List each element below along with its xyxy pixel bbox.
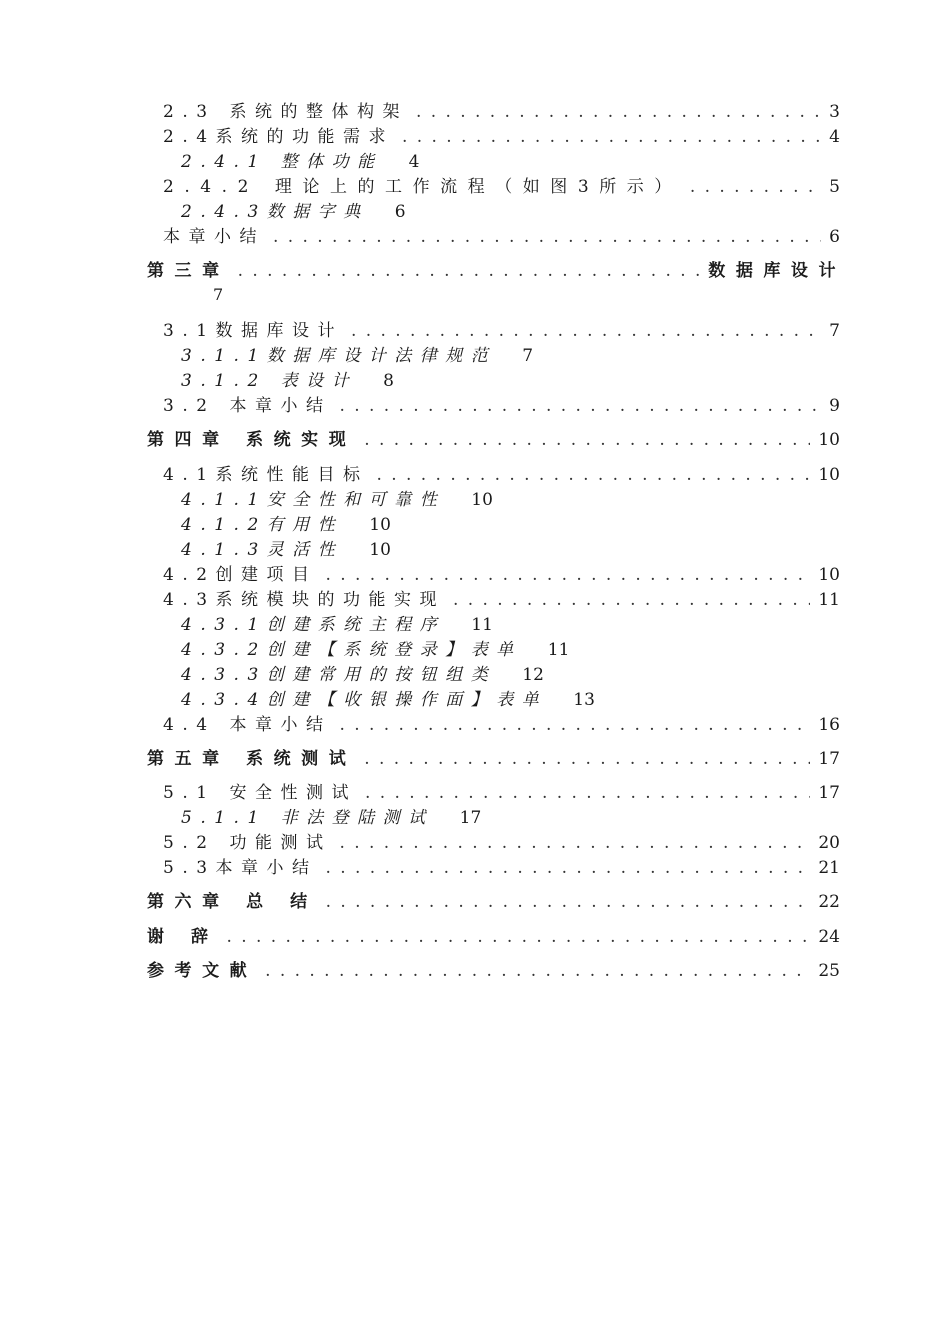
toc-entry-title: 4.3.1创建系统主程序 [181, 615, 446, 635]
toc-entry-title: 3.1.2 表设计 [181, 371, 358, 391]
toc-entry-page: 10 [369, 540, 391, 560]
toc-entry-title: 5.2 功能测试 [163, 833, 332, 853]
toc-entry [181, 487, 493, 513]
toc-chapter-page: 22 [818, 892, 840, 912]
toc-entry [181, 662, 544, 688]
toc-entry-page: 4 [829, 127, 840, 147]
toc-leader-dots [238, 258, 701, 284]
toc-leader-dots [326, 889, 810, 915]
toc-chapter [147, 427, 840, 453]
toc-entry-page: 11 [471, 615, 493, 635]
toc-leader-dots [453, 587, 810, 613]
toc-entry-title: 4.1.3灵活性 [181, 540, 344, 560]
toc-entry-page: 4 [408, 152, 420, 172]
toc-entry [181, 199, 406, 225]
toc-entry-page: 12 [522, 665, 544, 685]
toc-chapter-title: 谢 辞 [147, 927, 219, 947]
toc-chapter-page: 25 [818, 961, 840, 981]
toc-chapter [147, 746, 840, 772]
toc-entry [163, 712, 840, 738]
toc-chapter-label: 第三章 [147, 261, 230, 281]
toc-chapter-title: 参考文献 [147, 961, 258, 981]
toc-entry-page: 10 [471, 490, 493, 510]
toc-entry-title: 4.3系统模块的功能实现 [163, 590, 446, 610]
toc-entry-title: 3.1.1数据库设计法律规范 [181, 346, 497, 366]
toc-chapter [147, 924, 840, 950]
toc-entry [181, 368, 394, 394]
toc-entry-title: 4.1系统性能目标 [163, 465, 369, 485]
toc-entry-title: 4.3.2创建【系统登录】表单 [181, 640, 522, 660]
toc-leader-dots [326, 855, 811, 881]
toc-entry [163, 318, 840, 344]
toc-chapter-title: 第六章 总 结 [147, 892, 318, 912]
toc-chapter-page: 24 [818, 927, 840, 947]
toc-entry-title: 2.4.1 整体功能 [181, 152, 383, 172]
toc-entry [181, 805, 481, 831]
toc-entry-title: 4.1.2有用性 [181, 515, 344, 535]
toc-entry-title: 本章小结 [163, 227, 265, 247]
toc-entry-page: 6 [394, 202, 406, 222]
toc-entry-page: 9 [829, 396, 840, 416]
toc-leader-dots [339, 712, 810, 738]
toc-leader-dots [402, 124, 821, 150]
toc-leader-dots [365, 780, 810, 806]
toc-leader-dots [364, 746, 810, 772]
toc-leader-dots [339, 830, 810, 856]
toc-chapter [147, 889, 840, 915]
toc-entry [181, 537, 391, 563]
toc-entry-title: 4.4 本章小结 [163, 715, 332, 735]
toc-entry-title: 5.1.1 非法登陆测试 [181, 808, 434, 828]
toc-entry-page: 10 [369, 515, 391, 535]
toc-entry [181, 149, 420, 175]
toc-entry-title: 4.1.1安全性和可靠性 [181, 490, 446, 510]
toc-leader-dots [690, 174, 821, 200]
toc-entry [163, 562, 840, 588]
toc-entry [181, 512, 391, 538]
toc-entry-title: 2.4系统的功能需求 [163, 127, 395, 147]
toc-leader-dots [377, 462, 811, 488]
toc-leader-dots [364, 427, 810, 453]
toc-entry [163, 124, 840, 150]
toc-entry [163, 830, 840, 856]
toc-entry-title: 2.4.2 理论上的工作流程（如图3所示） [163, 177, 682, 197]
toc-leader-dots [227, 924, 810, 950]
toc-entry-page: 17 [459, 808, 482, 828]
toc-entry-page: 5 [829, 177, 840, 197]
toc-entry [163, 99, 840, 125]
toc-entry-title: 3.2 本章小结 [163, 396, 332, 416]
toc-chapter-page: 10 [818, 430, 840, 450]
toc-entry-title: 4.3.4创建【收银操作面】表单 [181, 690, 548, 710]
toc-entry [163, 855, 840, 881]
toc-entry-page: 20 [818, 833, 840, 853]
toc-leader-dots [351, 318, 821, 344]
toc-entry [181, 612, 493, 638]
toc-entry [181, 687, 595, 713]
toc-entry-title: 2.3 系统的整体构架 [163, 102, 408, 122]
toc-chapter-page: 7 [213, 285, 224, 304]
toc-leader-dots [265, 958, 810, 984]
toc-entry-page: 3 [829, 102, 840, 122]
toc-entry-page: 8 [383, 371, 394, 391]
toc-entry-page: 7 [522, 346, 534, 366]
toc-entry-page: 10 [818, 465, 840, 485]
toc-entry [163, 393, 840, 419]
toc-leader-dots [339, 393, 821, 419]
toc-entry [163, 780, 840, 806]
toc-entry-title: 5.1 安全性测试 [163, 783, 357, 803]
toc-entry-page: 10 [818, 565, 840, 585]
toc-entry-page: 13 [573, 690, 595, 710]
toc-entry [181, 637, 569, 663]
toc-leader-dots [416, 99, 821, 125]
toc-entry-page: 17 [818, 783, 840, 803]
toc-entry-title: 4.3.3创建常用的按钮组类 [181, 665, 497, 685]
toc-chapter-title: 第五章 系统测试 [147, 749, 357, 769]
toc-entry [181, 343, 533, 369]
toc-entry-title: 4.2创建项目 [163, 565, 318, 585]
toc-entry-page: 11 [547, 640, 570, 660]
toc-entry [163, 174, 840, 200]
toc-entry-page: 6 [829, 227, 840, 247]
toc-entry [163, 462, 840, 488]
toc-chapter-page: 17 [818, 749, 840, 769]
toc-chapter-title: 数据库设计 [708, 261, 846, 281]
toc-chapter [147, 958, 840, 984]
toc-entry-title: 2.4.3数据字典 [181, 202, 369, 222]
toc-entry-page: 16 [818, 715, 840, 735]
toc-leader-dots [326, 562, 811, 588]
toc-entry [163, 224, 840, 250]
toc-leader-dots [273, 224, 821, 250]
toc-entry-title: 5.3本章小结 [163, 858, 318, 878]
toc-entry-page: 7 [829, 321, 840, 341]
toc-entry-page: 11 [818, 590, 840, 610]
toc-chapter-title: 第四章 系统实现 [147, 430, 357, 450]
toc-entry-page: 21 [818, 858, 840, 878]
toc-chapter [147, 258, 846, 284]
toc-entry [163, 587, 840, 613]
toc-entry-title: 3.1数据库设计 [163, 321, 344, 341]
